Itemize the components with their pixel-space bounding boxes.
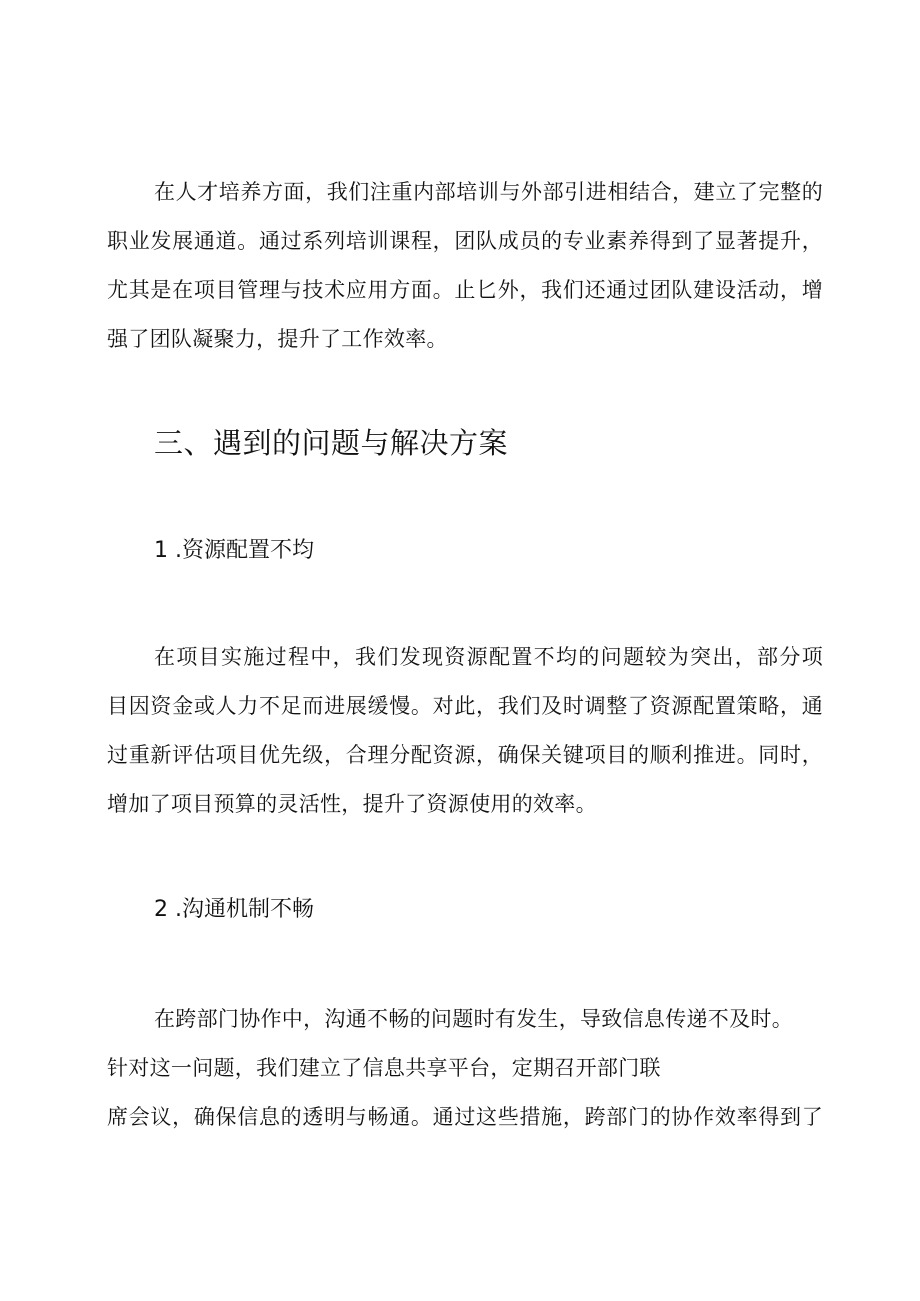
subsection-heading-communication: 2 .沟通机制不畅 bbox=[154, 897, 314, 922]
paragraph-line: 职业发展通道。通过系列培训课程，团队成员的专业素养得到了显著提升， bbox=[107, 229, 823, 253]
paragraph-line: 强了团队凝聚力，提升了工作效率。 bbox=[107, 327, 448, 351]
paragraph-line: 目因资金或人力不足而进展缓慢。对此，我们及时调整了资源配置策略，通 bbox=[107, 694, 823, 718]
communication-paragraph bbox=[107, 995, 823, 1142]
paragraph-line: 针对这一问题，我们建立了信息共享平台，定期召开部门联 bbox=[107, 1056, 661, 1080]
resource-allocation-paragraph bbox=[107, 633, 823, 829]
paragraph-line: 过重新评估项目优先级，合理分配资源，确保关键项目的顺利推进。同时， bbox=[107, 743, 823, 767]
paragraph-line: 尤其是在项目管理与技术应用方面。止匕外，我们还通过团队建设活动，增 bbox=[107, 278, 823, 302]
talent-development-paragraph bbox=[107, 168, 823, 364]
subsection-heading-resource-allocation: 1 .资源配置不均 bbox=[154, 538, 314, 563]
paragraph-line: 增加了项目预算的灵活性，提升了资源使用的效率。 bbox=[107, 792, 597, 816]
paragraph-line: 席会议，确保信息的透明与畅通。通过这些措施，跨部门的协作效率得到了 bbox=[107, 1105, 823, 1129]
section-heading: 三、遇到的问题与解决方案 bbox=[154, 426, 509, 460]
paragraph-line: 在跨部门协作中，沟通不畅的问题时有发生，导致信息传递不及时。 bbox=[154, 1007, 793, 1031]
paragraph-line: 在人才培养方面，我们注重内部培训与外部引进相结合，建立了完整的 bbox=[154, 180, 823, 204]
paragraph-line: 在项目实施过程中，我们发现资源配置不均的问题较为突出，部分项 bbox=[154, 645, 823, 669]
